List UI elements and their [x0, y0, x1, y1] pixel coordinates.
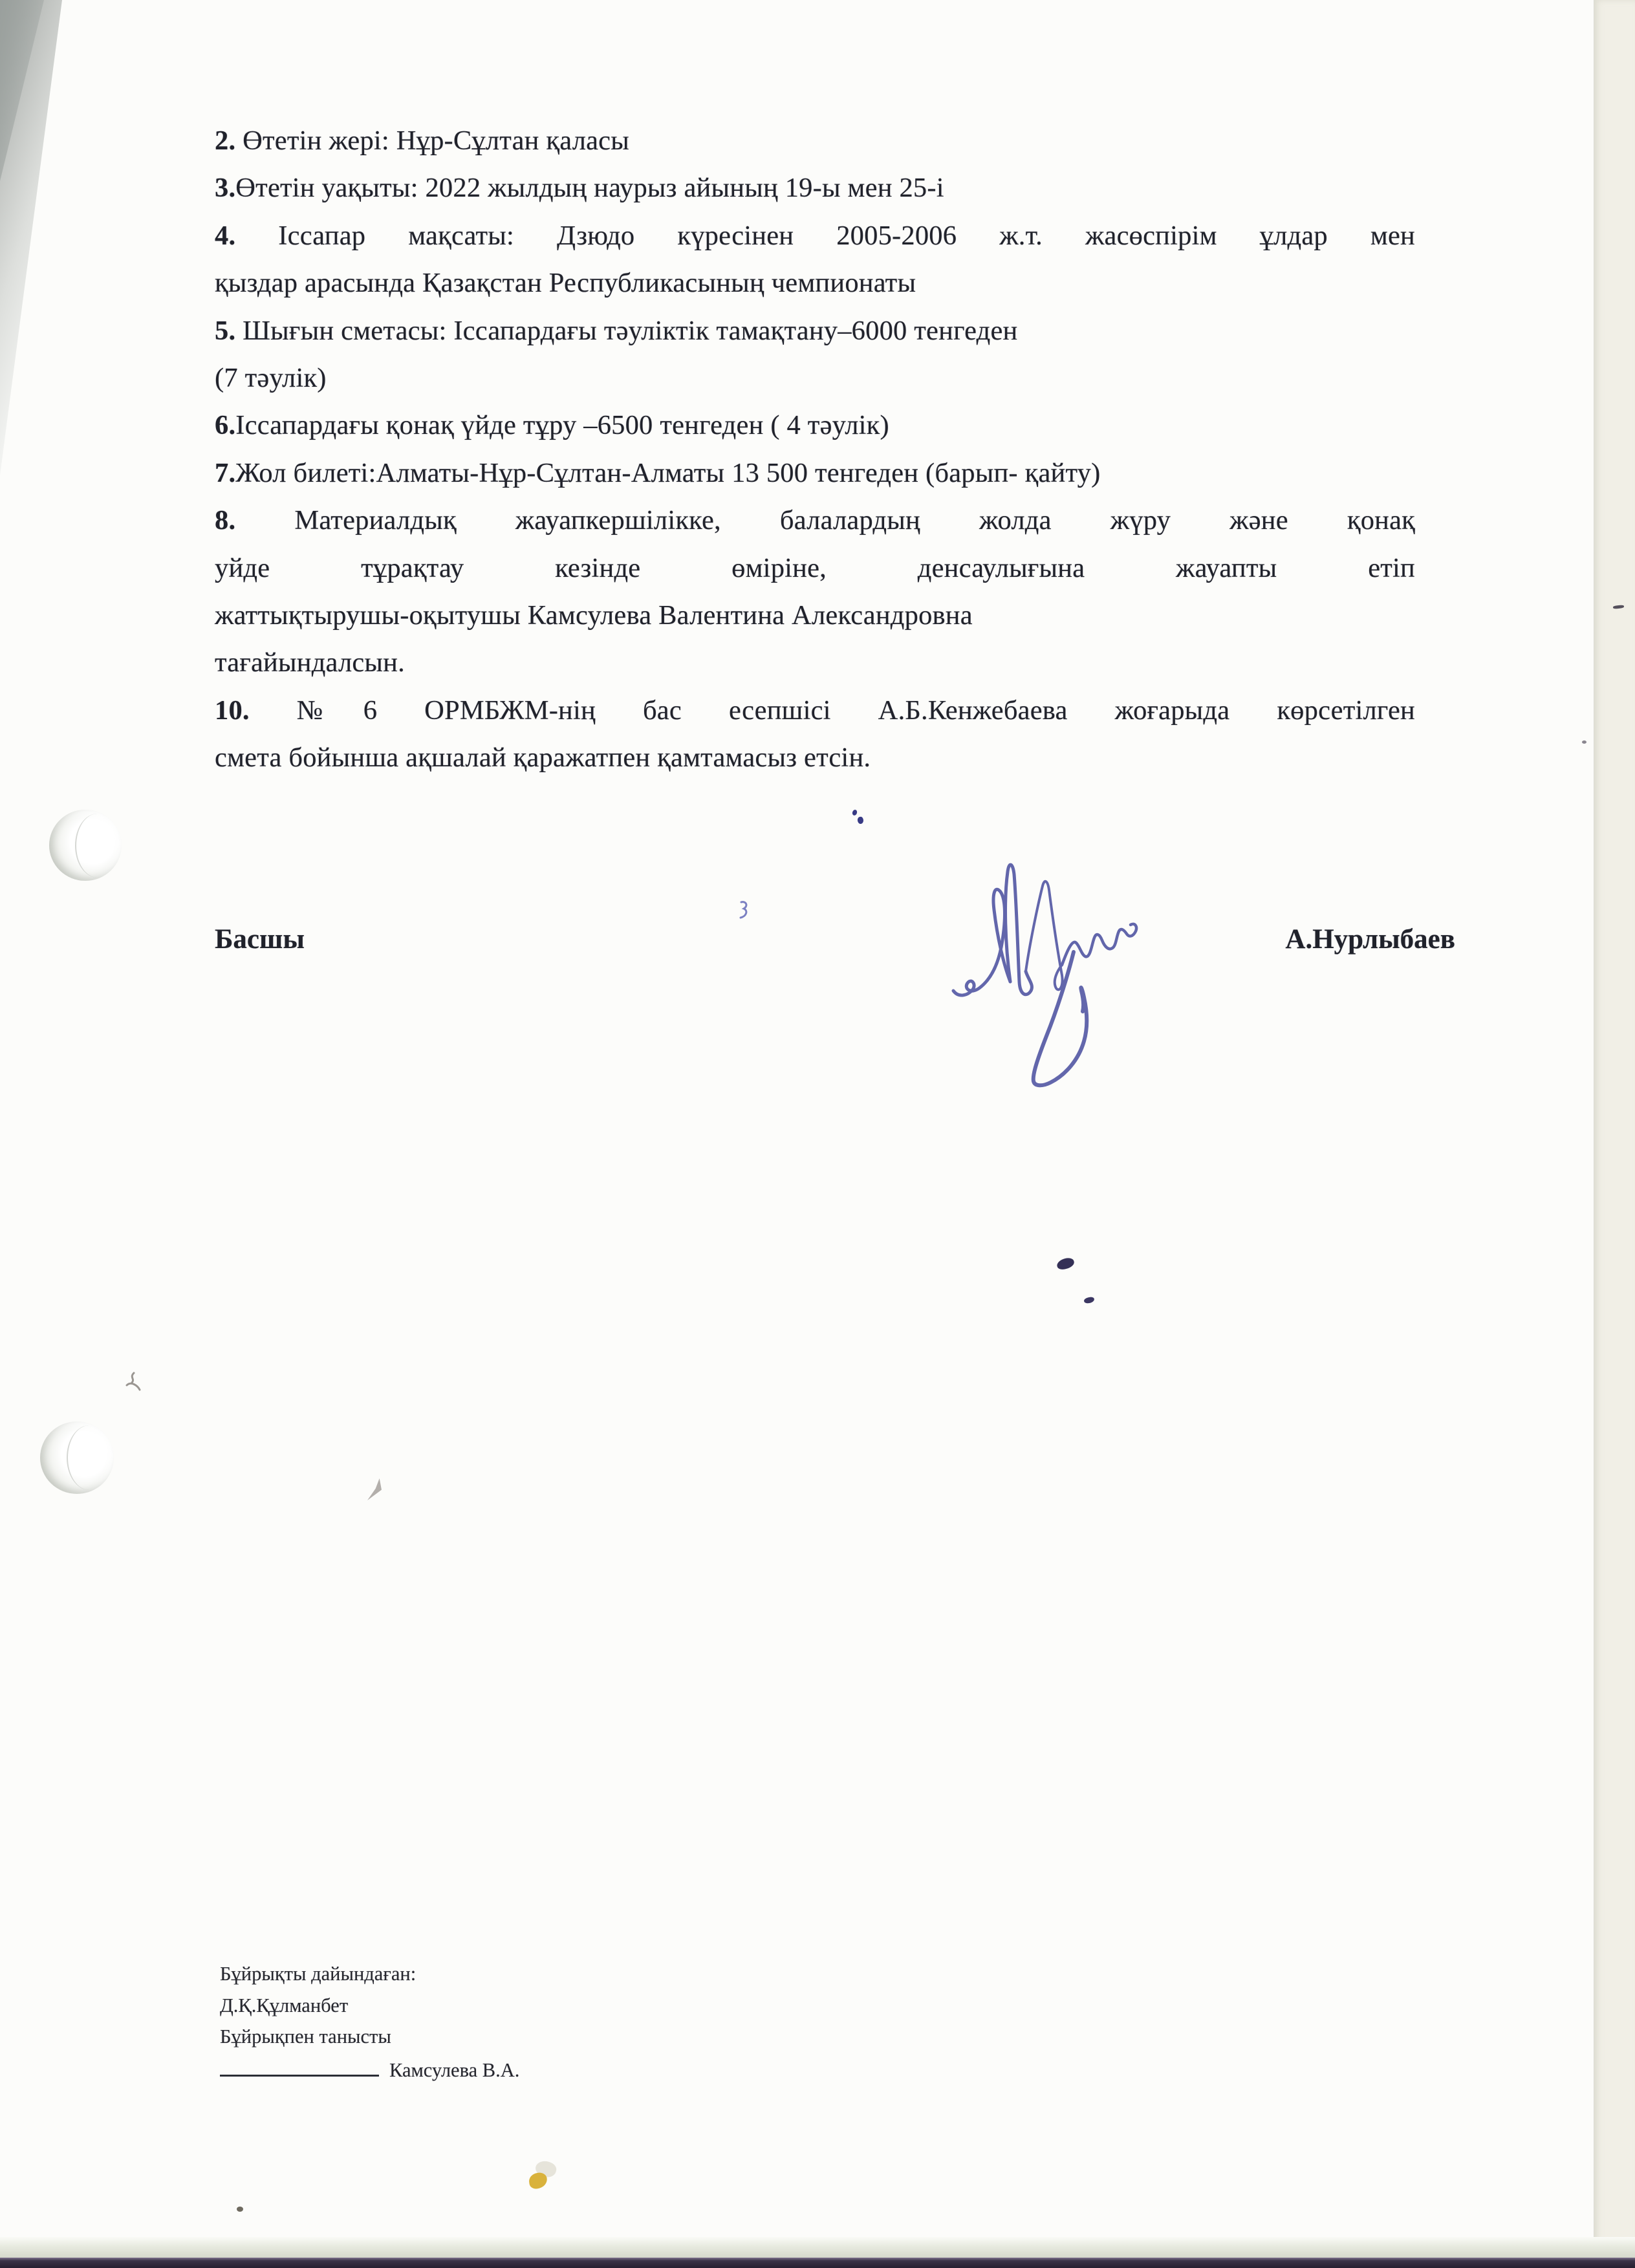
- doc-line: 5. Шығын сметасы: Іссапардағы тәуліктік тамақтану–6000 тенгеден: [215, 315, 1018, 346]
- doc-line: 10. №6 ОРМБЖМ-нің бас есепшісі А.Б.Кенжебаева жоғарыда көрсетілген: [215, 695, 1415, 726]
- doc-line: 3.Өтетін уақыты: 2022 жылдың наурыз айының 19-ы мен 25-і: [215, 173, 944, 204]
- document-body: [215, 117, 1415, 782]
- bottom-dot-speck: [237, 2207, 243, 2212]
- doc-line: смета бойынша ақшалай қаражатпен қамтамасыз етсін.: [215, 742, 871, 773]
- ink-dot-speck: [857, 816, 865, 825]
- edge-dot-speck: [1582, 740, 1586, 744]
- pencil-squiggle-speck: [124, 1371, 142, 1392]
- doc-line: 4. Іссапар мақсаты: Дзюдо күресінен 2005-2006 ж.т. жасөспірім ұлдар мен: [215, 220, 1415, 251]
- footer-signature-row: [220, 2053, 519, 2086]
- ink-blot: [1083, 1297, 1094, 1304]
- approver-name: А.Нурлыбаев: [1285, 924, 1455, 955]
- document-footer: [220, 1958, 519, 2086]
- doc-line: 7.Жол билеті:Алматы-Нұр-Сұлтан-Алматы 13 500 тенгеден (барып- қайту): [215, 457, 1101, 488]
- footer-prepared-label: Бұйрықты дайындаған:: [220, 1963, 417, 1985]
- approver-role: Басшы: [215, 924, 305, 955]
- doc-line: қыздар арасында Қазақстан Республикасының чемпионаты: [215, 268, 916, 299]
- ink-blot: [1056, 1257, 1075, 1271]
- hole-punch-bottom: [40, 1421, 114, 1494]
- scan-corner-shadow: [0, 0, 65, 475]
- doc-line: 6.Іссапардағы қонақ үйде тұру –6500 тенгеден ( 4 тәулік): [215, 410, 889, 441]
- approval-row: [215, 923, 1455, 955]
- signature-line: [220, 2053, 379, 2077]
- ink-dot-speck: [852, 809, 858, 816]
- footer-acquainted-name: Камсулева В.А.: [389, 2058, 520, 2081]
- doc-line: (7 тәулік): [215, 363, 327, 394]
- doc-line: 8. Материалдық жауапкершілікке, балалардың жолда жүру және қонақ: [215, 505, 1415, 536]
- grey-triangle-speck: [367, 1478, 382, 1500]
- scan-bottom-band-dark: [0, 2258, 1635, 2268]
- doc-line: жаттықтырушы-оқытушы Камсулева Валентина Александровна: [215, 600, 973, 631]
- doc-line: тағайындалсын.: [215, 647, 405, 678]
- footer-prepared-name: Д.Қ.Құлманбет: [220, 1994, 349, 2016]
- ink-squiggle-speck: [737, 900, 752, 920]
- doc-line: уйде тұрақтау кезінде өміріне, денсаулығына жауапты етіп: [215, 552, 1415, 583]
- doc-line: 2. Өтетін жері: Нұр-Сұлтан қаласы: [215, 125, 629, 156]
- paper-blemish-yellow: [528, 2172, 548, 2190]
- footer-acquainted-label: Бұйрықпен танысты: [220, 2025, 391, 2047]
- hole-punch-top: [49, 810, 122, 881]
- scan-right-edge: [1594, 0, 1635, 2268]
- handwritten-signature: [939, 828, 1153, 1093]
- scan-bottom-band-light: [0, 2237, 1635, 2258]
